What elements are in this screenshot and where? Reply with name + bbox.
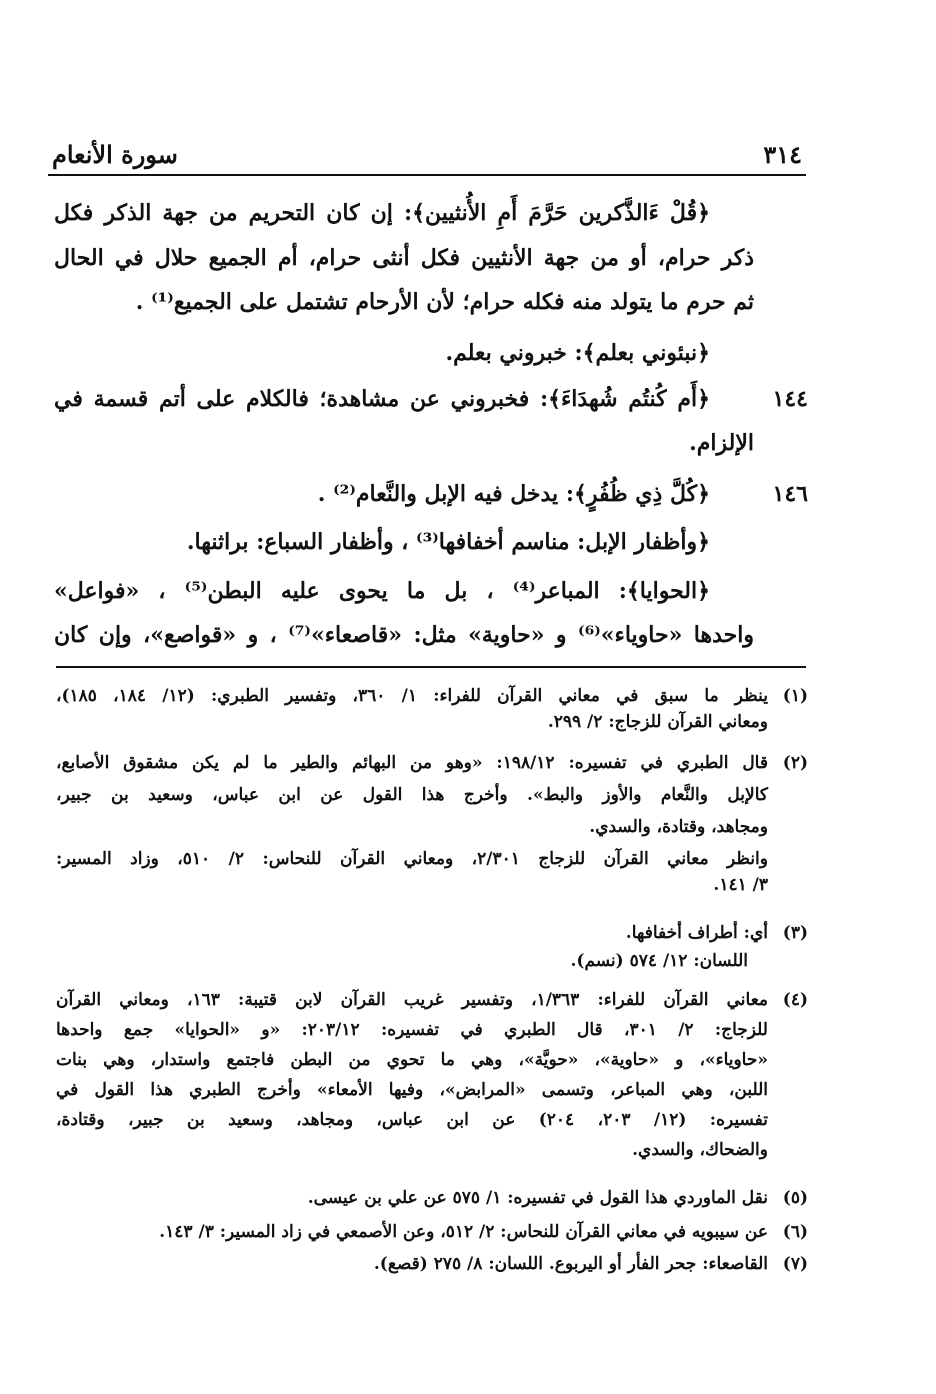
footnote-line: ومجاهد، وقتادة، والسدي. (589, 817, 768, 837)
footnote-number: (٢) (782, 753, 808, 773)
surah-title: سورة الأنعام (52, 140, 178, 169)
body-line: الإلزام. (689, 430, 754, 456)
footnote-number: (٦) (782, 1222, 808, 1242)
footnote-number: (١) (782, 686, 808, 706)
footnote-line: نقل الماوردي هذا القول في تفسيره: ١/ ٥٧٥ عن علي بن عيسى. (307, 1188, 768, 1208)
footnote-number: (٧) (782, 1254, 808, 1274)
body-line: ﴿الحوايا﴾: المباعر⁽⁴⁾ ، بل ما يحوى عليه البطن⁽⁵⁾ ، «فواعل» (54, 578, 711, 604)
footnote-number: (٥) (782, 1188, 808, 1208)
footnote (56, 987, 768, 1163)
verse-number: ١٤٤ (772, 386, 808, 412)
body-line: ثم حرم ما يتولد منه فكله حرام؛ لأن الأرحام تشتمل على الجميع⁽¹⁾ . (135, 289, 754, 315)
footnote-line: اللبن، وهي المباعر، وتسمى «المرابض»، وفيها الأمعاء» وأخرج الطبري هذا القول في (56, 1080, 768, 1100)
footnote-line: اللسان: ١٢/ ٥٧٤ (نسم). (570, 951, 748, 971)
footnote (56, 1251, 768, 1277)
footnote-line: تفسيره: (١٢/ ٢٠٣، ٢٠٤) عن ابن عباس، ومجاهد، وسعيد بن جبير، وقتادة، (56, 1110, 768, 1130)
verse-number: ١٤٦ (772, 481, 808, 507)
footnote-number: (٤) (782, 990, 808, 1010)
body-line: ذكر حرام، أو من جهة الأنثيين فكل أنثى حرام، أم الجميع حلال في الحال (54, 245, 754, 271)
footnote (56, 920, 768, 974)
footnote-line: ٣/ ١٤١. (713, 875, 768, 895)
body-line: ﴿قُلْ ءَالذَّكرين حَرَّمَ أَمِ الأُنثيين﴾: إن كان التحريم من جهة الذكر فكل (54, 200, 710, 226)
body-line: واحدها «حاوياء»⁽⁶⁾ و «حاوية» مثل: «قاصعاء»⁽⁷⁾ ، و «قواصع»، وإن كان (54, 622, 754, 648)
footnote-line: ينظر ما سبق في معاني القرآن للفراء: ١/ ٣٦٠، وتفسير الطبري: (١٢/ ١٨٤، ١٨٥)، (56, 686, 768, 706)
footnote (56, 683, 768, 735)
footnote-line: القاصعاء: جحر الفأر أو اليربوع. اللسان: ٨/ ٢٧٥ (قصع). (373, 1254, 768, 1274)
footnote-line: قال الطبري في تفسيره: ١٩٨/١٢: «وهو من البهائم والطير ما لم يكن مشقوق الأصابع، (56, 753, 768, 773)
footnote (56, 1219, 768, 1245)
footnote-line: للزجاج: ٢/ ٣٠١، قال الطبري في تفسيره: ٢٠٣/١٢: «و «الحوايا» جمع واحدها (56, 1020, 768, 1040)
footnote-line: كالإبل والنَّعام والأوز والبط». وأخرج هذا القول عن ابن عباس، وسعيد بن جبير، (56, 785, 768, 805)
footnote-number: (٣) (782, 923, 808, 943)
page-number: ٣١٤ (763, 140, 802, 169)
body-line: ﴿أَم كُنتُم شُهدَاءَ﴾: فخبروني عن مشاهدة؛ فالكلام على أتم قسمة في (54, 386, 710, 412)
body-line: ﴿نبئوني بعلم﴾: خبروني بعلم. (445, 340, 710, 366)
page-header (48, 138, 806, 176)
footnote-line: أي: أطراف أخفافها. (625, 923, 768, 943)
footnote-line: ومعاني القرآن للزجاج: ٢/ ٢٩٩. (547, 712, 768, 732)
footnote-line: عن سيبويه في معاني القرآن للنحاس: ٢/ ٥١٢، وعن الأصمعي في زاد المسير: ٣/ ١٤٣. (159, 1222, 768, 1242)
footnote-separator (56, 666, 806, 668)
footnote (56, 1185, 768, 1211)
footnote-line: وانظر معاني القرآن للزجاج ٢/٣٠١، ومعاني القرآن للنحاس: ٢/ ٥١٠، وزاد المسير: (56, 849, 768, 869)
body-line: ﴿وأظفار الإبل: مناسم أخفافها⁽³⁾ ، وأظفار السباع: براثنها. (186, 529, 710, 555)
footnote (56, 750, 768, 898)
footnote-line: «حاوياء»، و «حاوية»، «حويَّة»، وهي ما تحوي من البطن فاجتمع واستدار، وهي بنات (56, 1050, 768, 1070)
footnote-line: والضحاك، والسدي. (632, 1140, 768, 1160)
footnote-line: معاني القرآن للفراء: ١/٣٦٣، وتفسير غريب القرآن لابن قتيبة: ١٦٣، ومعاني القرآن (56, 990, 769, 1010)
body-line: ﴿كُلَّ ذِي ظُفُرٍ﴾: يدخل فيه الإبل والنَّعام⁽²⁾ . (317, 481, 710, 507)
